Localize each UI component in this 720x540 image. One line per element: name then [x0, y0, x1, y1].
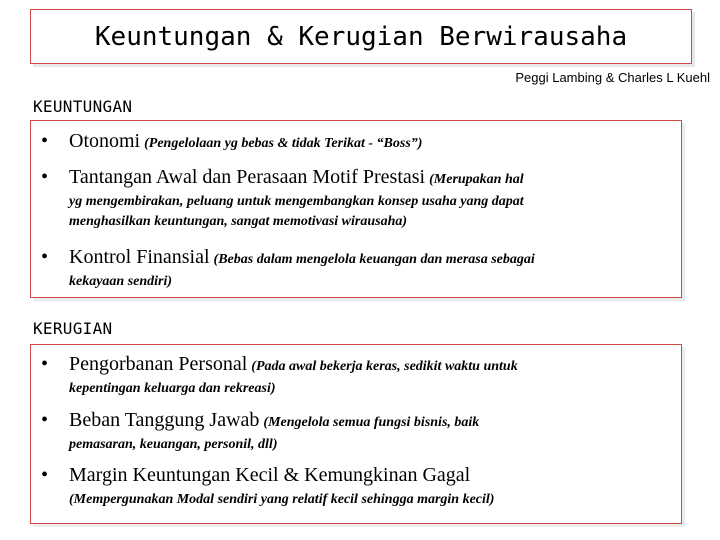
item-main-text: Kontrol Finansial — [69, 246, 210, 268]
section-heading-keuntungan: KEUNTUNGAN — [33, 97, 133, 116]
item-note: (Pengelolaan yg bebas & tidak Terikat - “Boss”) — [144, 136, 423, 151]
item-first-line — [69, 246, 535, 271]
item-note-continuation: kekayaan sendiri) — [69, 274, 173, 289]
item-first-line — [69, 409, 479, 434]
item-first-line — [69, 166, 524, 191]
item-note-continuation: menghasilkan keuntungan, sangat memotivasi wirausaha) — [69, 214, 408, 229]
item-main-text: Pengorbanan Personal — [69, 353, 248, 375]
slide-title: Keuntungan & Kerugian Berwirausaha — [94, 21, 628, 52]
item-note: (Mengelola semua fungsi bisnis, baik — [263, 415, 480, 430]
item-first-line — [69, 353, 518, 378]
bullet-icon: • — [41, 464, 49, 486]
item-main-text: Beban Tanggung Jawab — [69, 409, 260, 431]
panel-kerugian — [30, 344, 682, 524]
bullet-icon: • — [41, 130, 49, 152]
item-note: (Bebas dalam mengelola keuangan dan merasa sebagai — [213, 252, 535, 267]
item-note: (Merupakan hal — [429, 172, 524, 187]
bullet-icon: • — [41, 246, 49, 268]
bullet-icon: • — [41, 353, 49, 375]
panel-keuntungan — [30, 120, 682, 298]
item-note-continuation: (Mempergunakan Modal sendiri yang relatif kecil sehingga margin kecil) — [69, 492, 495, 507]
author-credit: Peggi Lambing & Charles L Kuehl — [515, 70, 710, 85]
title-box — [30, 9, 692, 64]
item-main-text: Otonomi — [69, 130, 141, 152]
item-note-continuation: yg mengembirakan, peluang untuk mengembangkan konsep usaha yang dapat — [69, 194, 524, 209]
item-main-text: Tantangan Awal dan Perasaan Motif Prestasi — [69, 166, 426, 188]
bullet-icon: • — [41, 409, 49, 431]
section-heading-kerugian: KERUGIAN — [33, 319, 113, 338]
item-note-continuation: kepentingan keluarga dan rekreasi) — [69, 381, 276, 396]
item-note-continuation: pemasaran, keuangan, personil, dll) — [69, 437, 278, 452]
item-note: (Pada awal bekerja keras, sedikit waktu untuk — [251, 359, 518, 374]
item-main-text: Margin Keuntungan Kecil & Kemungkinan Gagal — [69, 464, 471, 486]
item-first-line — [69, 464, 470, 488]
item-first-line — [69, 130, 422, 155]
bullet-icon: • — [41, 166, 49, 188]
